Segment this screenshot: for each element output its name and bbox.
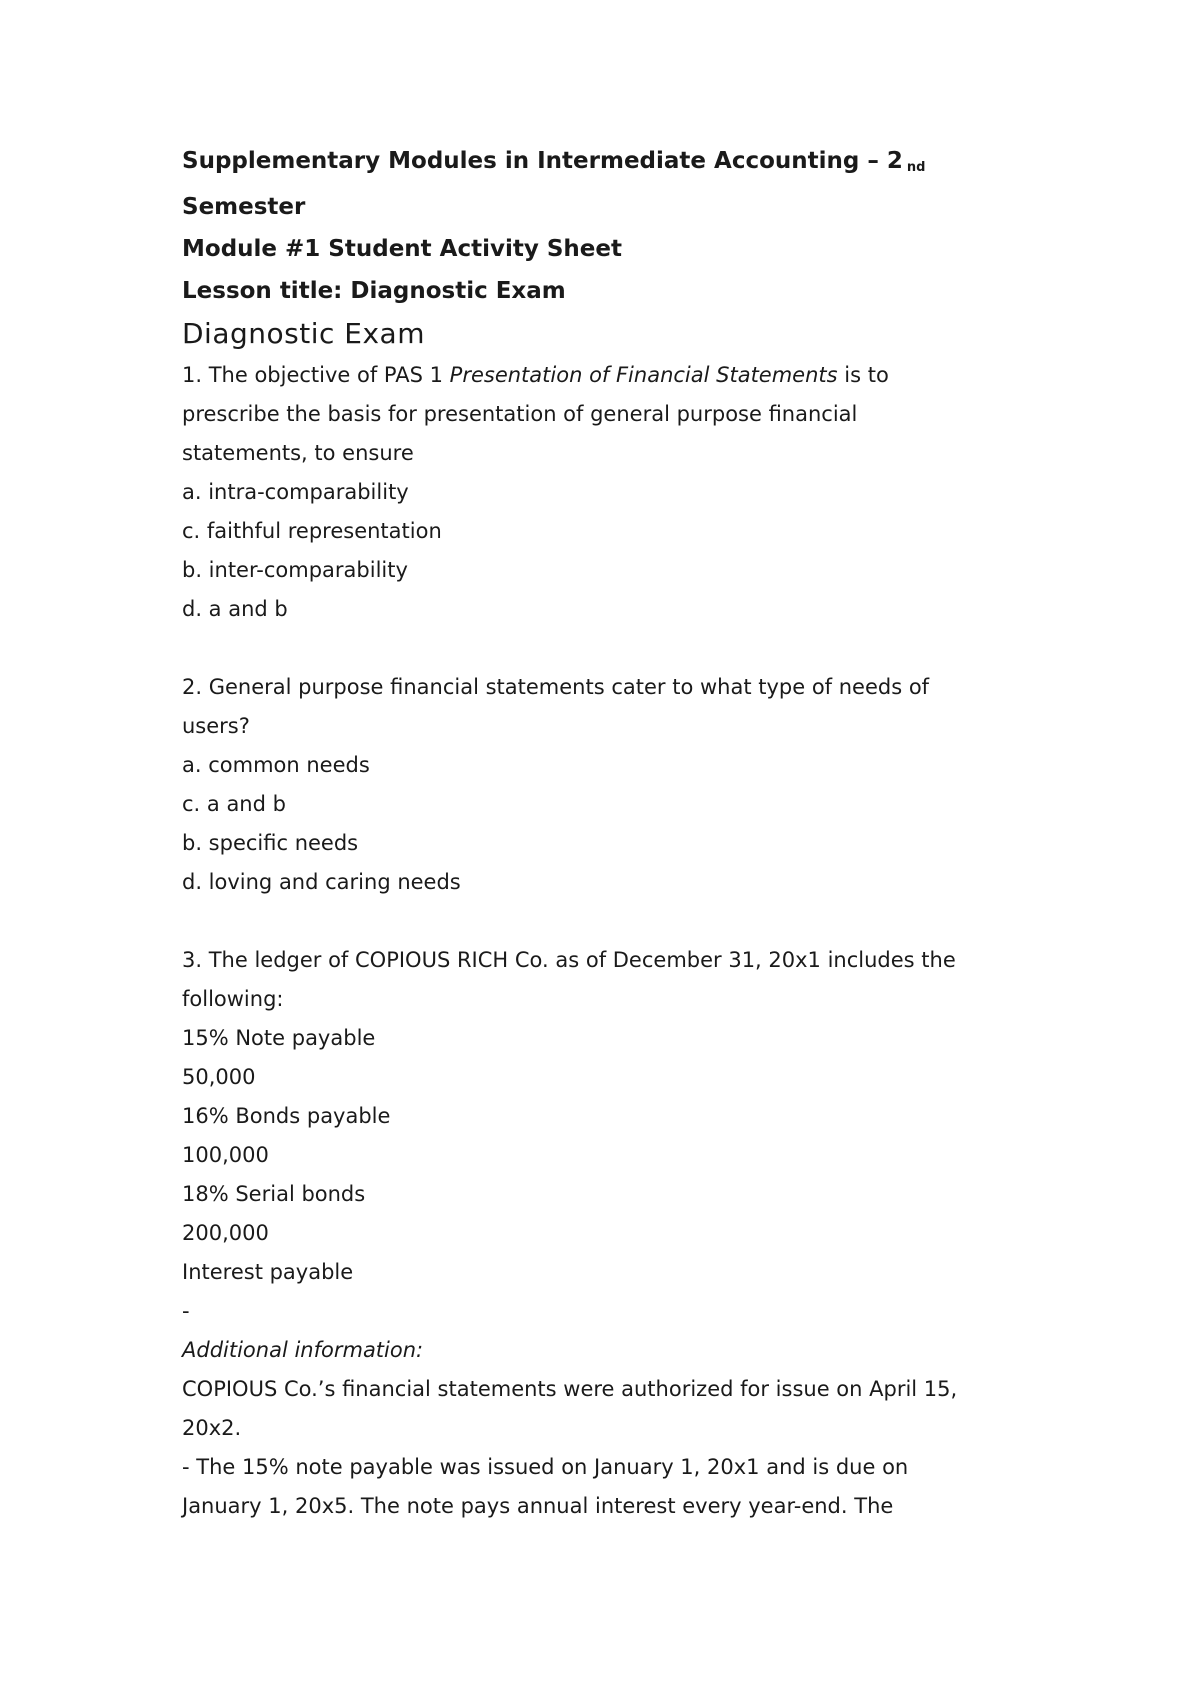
ledger-item: Interest payable <box>182 1260 354 1284</box>
question-1-option: d. a and b <box>182 597 288 621</box>
additional-information-line: 20x2. <box>182 1416 242 1440</box>
exam-heading: Diagnostic Exam <box>182 317 425 350</box>
question-1-option: a. intra-comparability <box>182 480 409 504</box>
additional-information-line: - The 15% note payable was issued on January 1, 20x1 and is due on <box>182 1455 909 1479</box>
question-2-option: d. loving and caring needs <box>182 870 461 894</box>
ledger-item: 18% Serial bonds <box>182 1182 366 1206</box>
course-title-text: Supplementary Modules in Intermediate Accounting – 2 <box>182 148 903 174</box>
question-1-option: b. inter-comparability <box>182 558 408 582</box>
ledger-item: 15% Note payable <box>182 1026 376 1050</box>
question-2 <box>182 668 1042 902</box>
ledger-item: 16% Bonds payable <box>182 1104 391 1128</box>
question-3-line-1: 3. The ledger of COPIOUS RICH Co. as of December 31, 20x1 includes the <box>182 948 956 972</box>
question-2-line-2: users? <box>182 714 250 738</box>
ledger-amount: 50,000 <box>182 1065 256 1089</box>
ledger-amount: 100,000 <box>182 1143 269 1167</box>
ledger-amount: - <box>182 1299 190 1323</box>
additional-information-line: COPIOUS Co.’s financial statements were authorized for issue on April 15, <box>182 1377 958 1401</box>
question-1-standard-title: Presentation of Financial Statements <box>449 363 838 387</box>
question-1 <box>182 356 1042 629</box>
additional-information-label: Additional information: <box>182 1338 424 1362</box>
question-3 <box>182 941 1042 1526</box>
document-content <box>182 140 1042 1526</box>
module-title: Module #1 Student Activity Sheet <box>182 236 622 262</box>
question-1-option: c. faithful representation <box>182 519 442 543</box>
question-1-text-end: is to <box>837 363 889 387</box>
ledger-amount: 200,000 <box>182 1221 269 1245</box>
question-2-line-1: 2. General purpose financial statements cater to what type of needs of <box>182 675 930 699</box>
lesson-title: Lesson title: Diagnostic Exam <box>182 278 566 304</box>
semester-ordinal-suffix: nd <box>906 160 926 175</box>
course-title <box>182 140 1042 186</box>
spacer <box>182 629 1042 668</box>
question-3-line-2: following: <box>182 987 284 1011</box>
question-2-option: c. a and b <box>182 792 286 816</box>
question-1-line-1 <box>182 356 1042 395</box>
question-1-line-2: prescribe the basis for presentation of general purpose financial <box>182 402 858 426</box>
question-1-text-start: 1. The objective of PAS 1 <box>182 363 450 387</box>
question-2-option: a. common needs <box>182 753 370 777</box>
course-title-semester: Semester <box>182 194 306 220</box>
spacer <box>182 902 1042 941</box>
question-1-line-3: statements, to ensure <box>182 441 414 465</box>
question-2-option: b. specific needs <box>182 831 359 855</box>
additional-information-line: January 1, 20x5. The note pays annual interest every year-end. The <box>182 1494 894 1518</box>
